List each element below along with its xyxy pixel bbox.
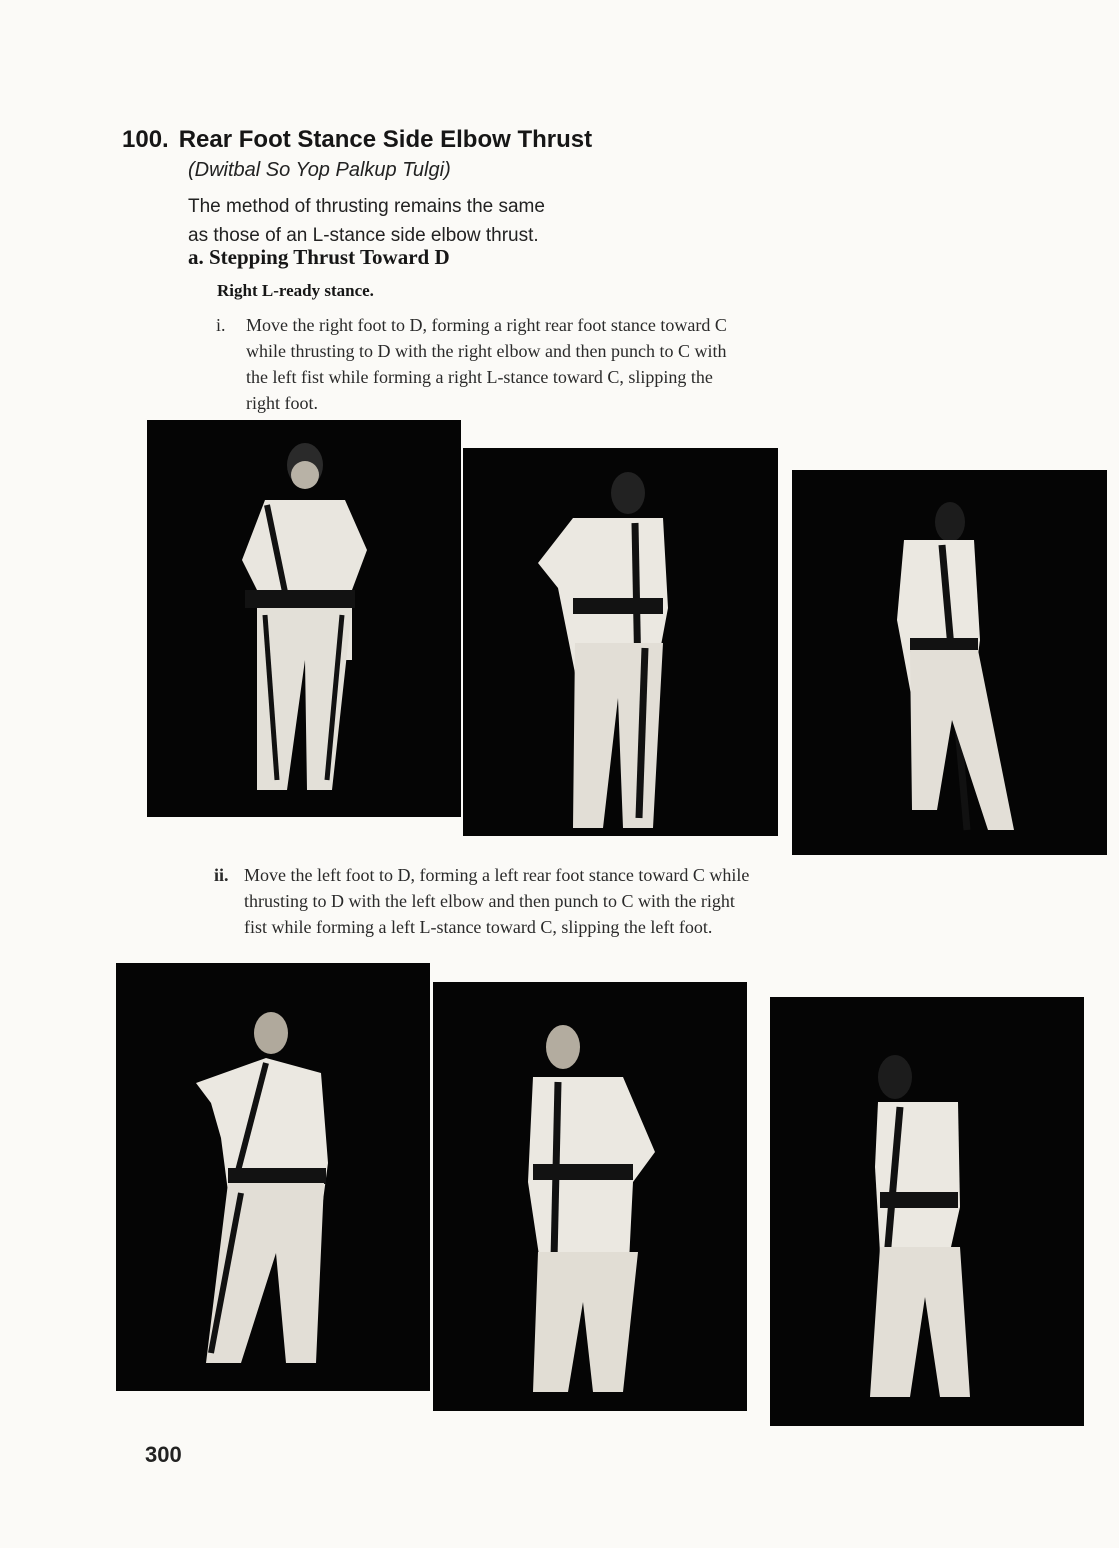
martial-artist-figure [770, 997, 1084, 1426]
step-marker: ii. [214, 865, 229, 885]
section-title: a. Stepping Thrust Toward D [188, 245, 450, 269]
photo-3 [792, 470, 1107, 855]
photo-6 [770, 997, 1084, 1426]
step-ii [214, 862, 954, 940]
martial-artist-figure [792, 470, 1107, 855]
page-number: 300 [145, 1442, 182, 1467]
intro-line: as those of an L-stance side elbow thrust. [188, 225, 539, 246]
exercise-title: Rear Foot Stance Side Elbow Thrust [178, 126, 593, 153]
martial-artist-figure [463, 448, 778, 836]
photo-1 [147, 420, 461, 817]
step-marker: i. [216, 315, 226, 335]
ready-stance: Right L-ready stance. [217, 281, 374, 300]
martial-artist-figure [147, 420, 461, 817]
photo-4 [116, 963, 430, 1391]
intro-paragraph [188, 192, 545, 250]
step-line: Move the left foot to D, forming a left rear foot stance toward C while [244, 865, 750, 885]
step-line: fist while forming a left L-stance toward C, slipping the left foot. [244, 917, 713, 937]
photo-5 [433, 982, 747, 1411]
step-line: while thrusting to D with the right elbow and then punch to C with [246, 341, 727, 361]
step-line: right foot. [246, 393, 318, 413]
martial-artist-figure [433, 982, 747, 1411]
martial-artist-figure [116, 963, 430, 1391]
step-i [216, 312, 956, 416]
exercise-heading [122, 126, 592, 154]
step-line: the left fist while forming a right L-stance toward C, slipping the [246, 367, 713, 387]
step-line: Move the right foot to D, forming a right rear foot stance toward C [246, 315, 727, 335]
exercise-number: 100. [122, 126, 169, 153]
step-line: thrusting to D with the left elbow and then punch to C with the right [244, 891, 735, 911]
photo-2 [463, 448, 778, 836]
intro-line: The method of thrusting remains the same [188, 196, 545, 217]
exercise-subtitle: (Dwitbal So Yop Palkup Tulgi) [188, 159, 451, 181]
